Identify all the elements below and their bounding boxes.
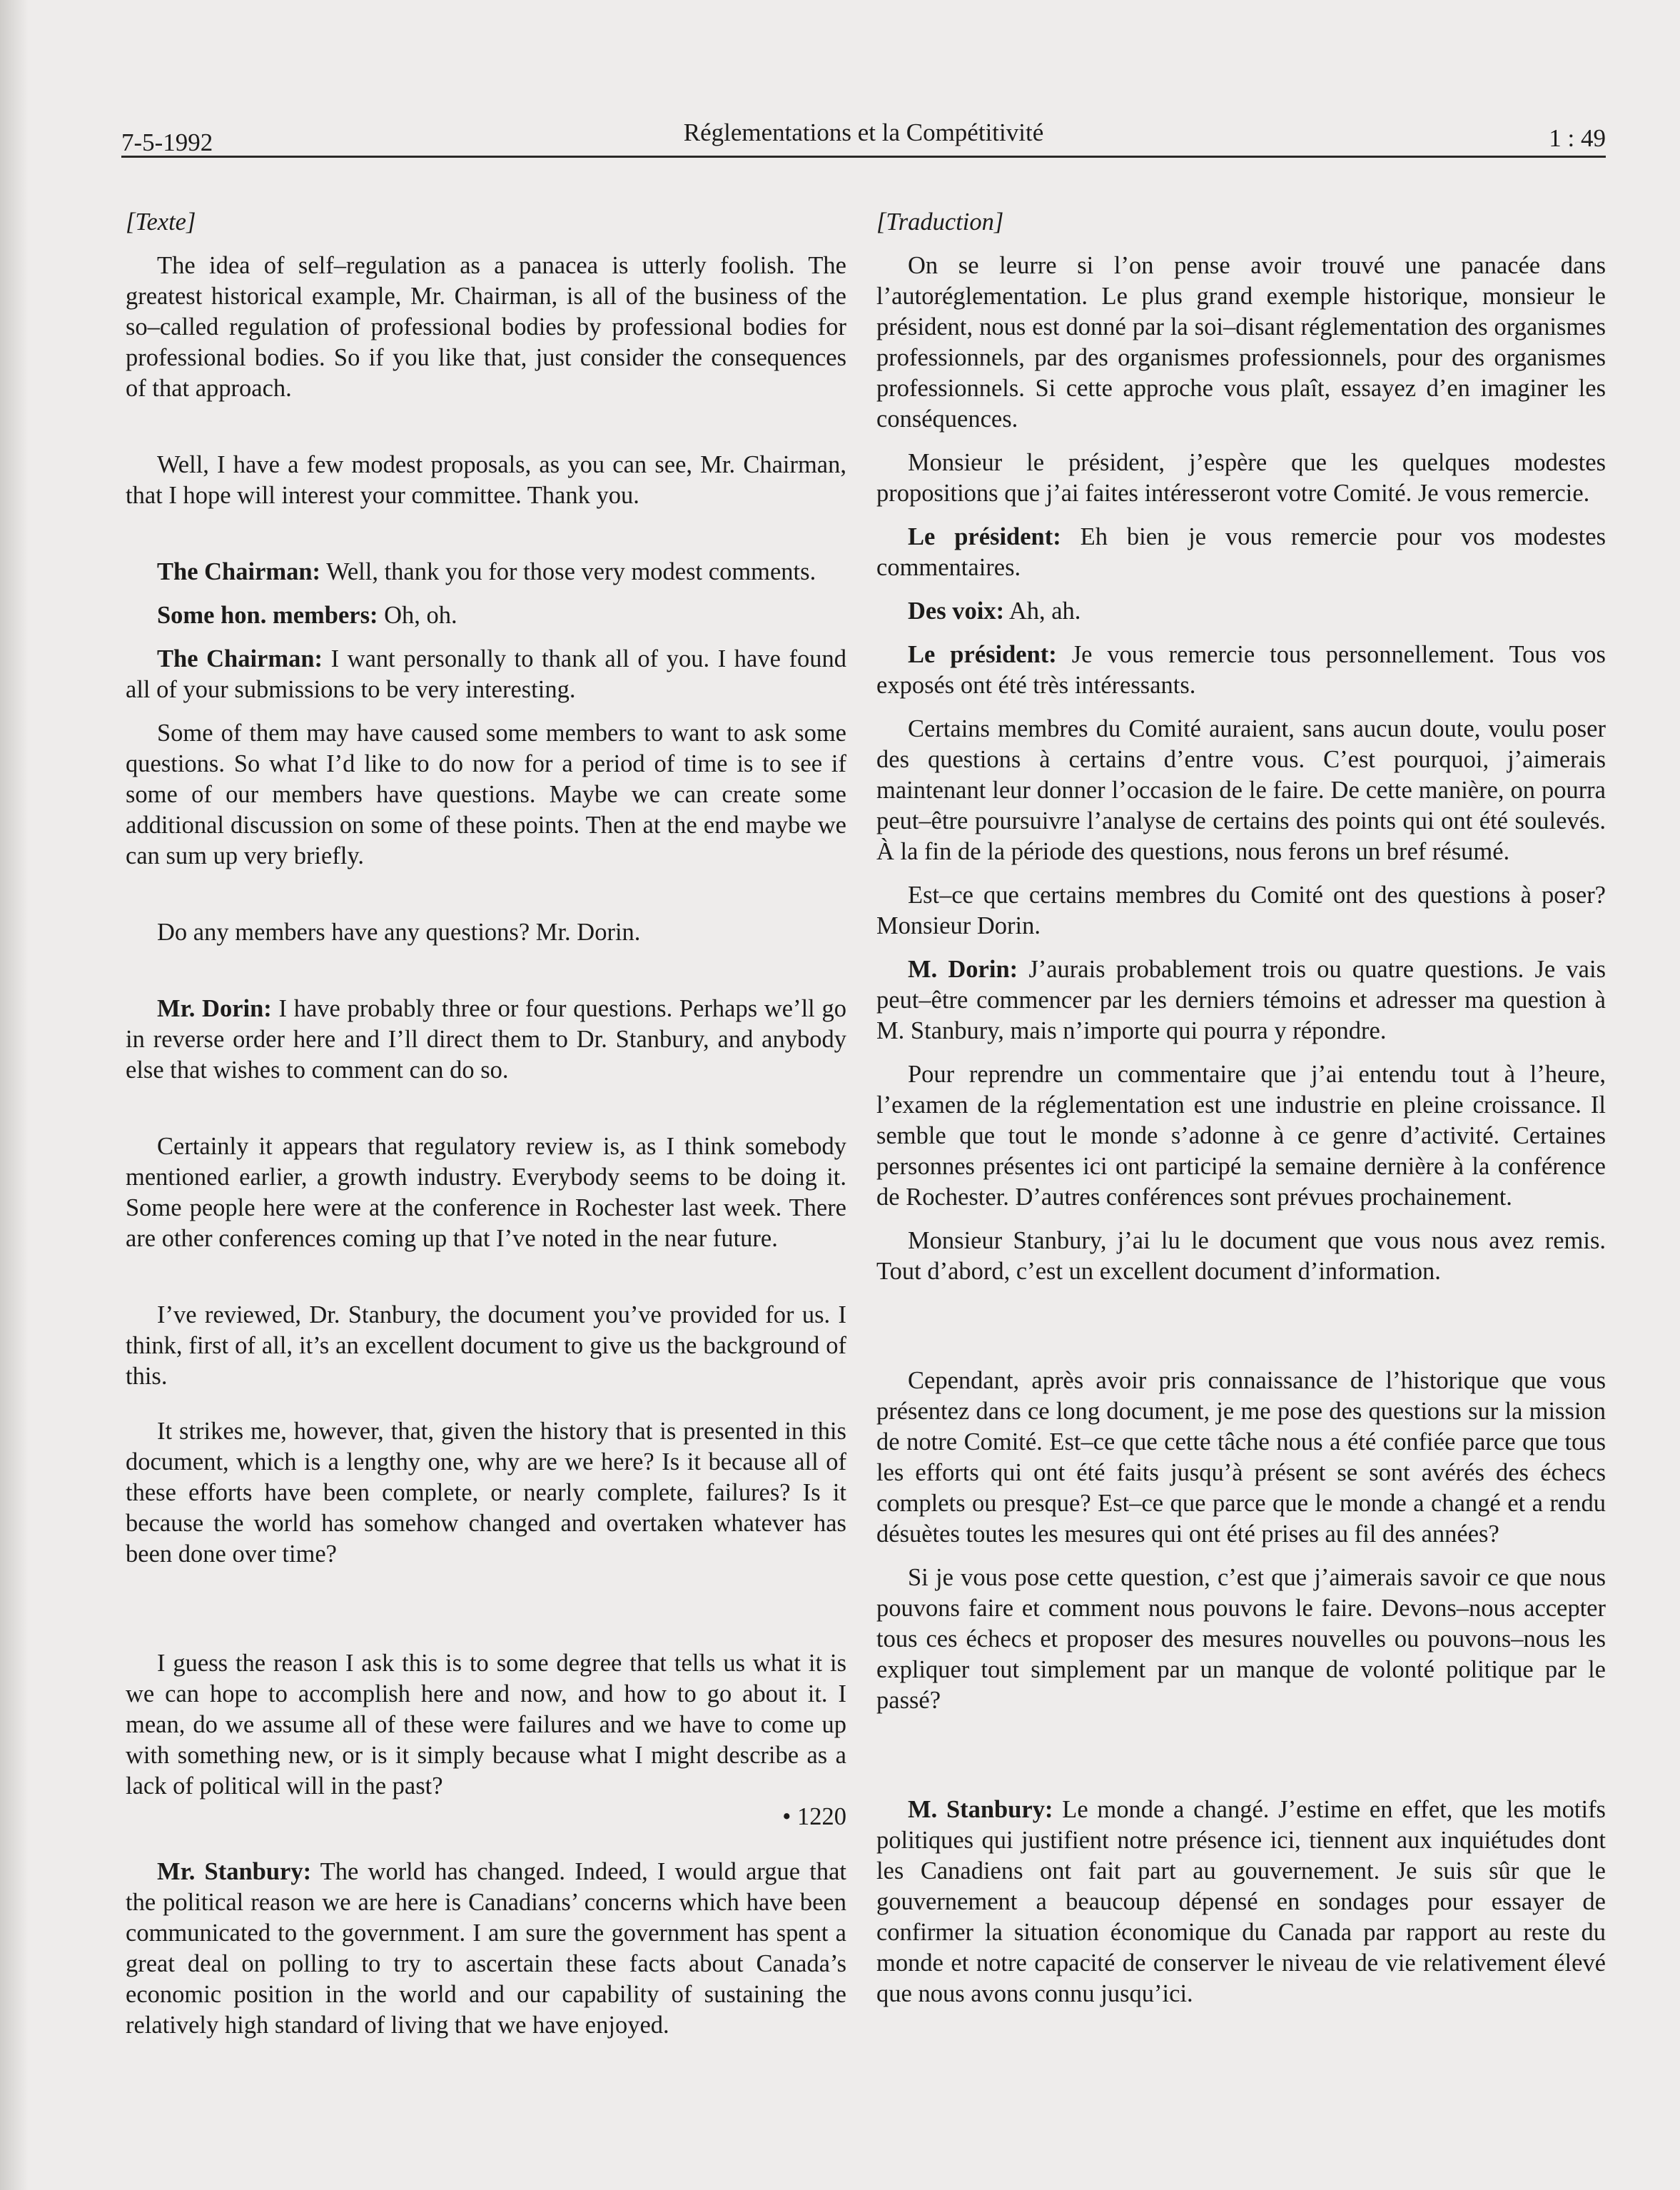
paragraph: Some of them may have caused some members to want to ask some questions. So what I’d like to do now for a period of time is to see if some of our members have questions. Maybe we can create some additional discussion on some of these points. Then at the end maybe we can sum up very briefly. bbox=[126, 720, 846, 869]
speaker-name: Mr. Stanbury: bbox=[157, 1858, 312, 1885]
paragraph: Si je vous pose cette question, c’est que j’aimerais savoir ce que nous pouvons faire et comment nous pouvons le faire. Devons–nous accepter tous ces échecs et proposer des mesures nouvelles ou pouvons–nous les expliquer tout simplement par un manque de volonté politique par le passé? bbox=[876, 1564, 1606, 1714]
speaker-name: M. Stanbury: bbox=[908, 1796, 1053, 1823]
paragraph: Est–ce que certains membres du Comité ont des questions à poser? Monsieur Dorin. bbox=[876, 882, 1606, 939]
speech-paragraph bbox=[126, 994, 846, 1086]
speaker-name: Le président: bbox=[908, 523, 1061, 550]
section-label: [Texte] bbox=[126, 208, 196, 236]
paragraph: I’ve reviewed, Dr. Stanbury, the document you’ve provided for us. I think, first of all, it’s an excellent document to give us the background of this. bbox=[126, 1301, 846, 1390]
speech-text: Well, thank you for those very modest comments. bbox=[320, 558, 816, 585]
time-marker: • 1220 bbox=[782, 1803, 846, 1830]
page-edge-shadow bbox=[0, 0, 29, 2190]
paragraph: Cependant, après avoir pris connaissance de l’historique que vous présentez dans ce long document, je me pose des questions sur la mission de notre Comité. Est–ce que cette tâche nous a été confiée parce que tous les efforts qui ont été faits jusqu’à présent se sont avérés des échecs complets ou presque? Est–ce que parce que le monde a changé et a rendu désuètes toutes les mesures qui ont été prises au fil des années? bbox=[876, 1367, 1606, 1548]
paragraph: Well, I have a few modest proposals, as you can see, Mr. Chairman, that I hope will interest your committee. Thank you. bbox=[126, 451, 846, 509]
english-column bbox=[126, 207, 846, 2041]
speech-text: Ah, ah. bbox=[1004, 597, 1081, 625]
speech-text: Eh bien je vous remercie pour vos modestes commentaires. bbox=[876, 523, 1606, 581]
speech-text: Oh, oh. bbox=[378, 602, 457, 629]
paragraph: It strikes me, however, that, given the history that is presented in this document, which is a lengthy one, why are we here? Is it because all of these efforts have been complete, or nearly complete, failures? Is it because the world has somehow changed and overtaken whatever has been done over time? bbox=[126, 1418, 846, 1568]
french-column bbox=[876, 207, 1606, 2009]
paragraph: Pour reprendre un commentaire que j’ai entendu tout à l’heure, l’examen de la réglementation est une industrie en pleine croissance. Il semble que tout le monde s’adonne à ce genre d’activité. Certaines personnes présentes ici ont participé la semaine dernière à la conférence de Rochester. D’autres conférences sont prévues prochainement. bbox=[876, 1061, 1606, 1211]
speech-paragraph bbox=[126, 600, 846, 631]
speech-text: I want personally to thank all of you. I have found all of your submissions to be very interesting. bbox=[126, 645, 846, 703]
paragraph: Monsieur Stanbury, j’ai lu le document que vous nous avez remis. Tout d’abord, c’est un excellent document d’information. bbox=[876, 1227, 1606, 1285]
speaker-name: Le président: bbox=[908, 641, 1057, 668]
page-header bbox=[121, 114, 1606, 157]
speaker-name: The Chairman: bbox=[157, 558, 321, 585]
speech-text: Le monde a changé. J’estime en effet, que les motifs politiques qui justifient notre présence ici, tiennent aux inquiétudes dont les Canadiens ont fait part au gouvernement. Je suis sûr que le gouvernement a beaucoup dépensé en sondages pour essayer de confirmer la situation économique du Canada par rapport au reste du monde et notre capacité de conserver le niveau de vie relativement élevé que nous avons connu jusqu’ici. bbox=[876, 1796, 1606, 2007]
paragraph: Certains membres du Comité auraient, sans aucun doute, voulu poser des questions à certains d’entre vous. C’est pourquoi, j’aimerais maintenant leur donner l’occasion de le faire. De cette manière, on pourra peut–être poursuivre l’analyse de certains des points qui ont été soulevés. À la fin de la période des questions, nous ferons un bref résumé. bbox=[876, 715, 1606, 865]
speech-paragraph bbox=[876, 596, 1606, 627]
speaker-name: The Chairman: bbox=[157, 645, 323, 672]
section-label: [Traduction] bbox=[876, 208, 1004, 236]
speech-text: I have probably three or four questions. Perhaps we’ll go in reverse order here and I’ll direct them to Dr. Stanbury, and anybody else that wishes to comment can do so. bbox=[126, 995, 846, 1084]
speech-paragraph bbox=[876, 1795, 1606, 2009]
speech-text: J’aurais probablement trois ou quatre questions. Je vais peut–être commencer par les derniers témoins et adresser ma question à M. Stanbury, mais n’importe qui pourra y répondre. bbox=[876, 956, 1606, 1044]
paragraph: Monsieur le président, j’espère que les quelques modestes propositions que j’ai faites intéresseront votre Comité. Je vous remercie. bbox=[876, 449, 1606, 507]
speech-paragraph bbox=[126, 557, 846, 587]
paragraph: The idea of self–regulation as a panacea is utterly foolish. The greatest historical example, Mr. Chairman, is all of the business of the so–called regulation of professional bodies by professional bodies for professional bodies. So if you like that, just consider the consequences of that approach. bbox=[126, 252, 846, 402]
speech-paragraph bbox=[876, 640, 1606, 701]
paragraph: Do any members have any questions? Mr. Dorin. bbox=[157, 919, 641, 946]
speech-paragraph bbox=[126, 644, 846, 705]
header-date: 7-5-1992 bbox=[121, 128, 213, 156]
speech-text: The world has changed. Indeed, I would argue that the political reason we are here is Canadians’ concerns which have been communicated to the government. I am sure the government has spent a great deal on polling to try to ascertain these facts about Canada’s economic position in the world and our capability of sustaining the relatively high standard of living that we have enjoyed. bbox=[126, 1858, 846, 2039]
speaker-name: Some hon. members: bbox=[157, 602, 378, 629]
paragraph: Certainly it appears that regulatory review is, as I think somebody mentioned earlier, a growth industry. Everybody seems to be doing it. Some people here were at the conference in Rochester last week. There are other conferences coming up that I’ve noted in the near future. bbox=[126, 1133, 846, 1252]
speech-paragraph bbox=[876, 954, 1606, 1046]
speech-paragraph bbox=[876, 522, 1606, 583]
speaker-name: Des voix: bbox=[908, 597, 1005, 625]
speaker-name: M. Dorin: bbox=[908, 956, 1018, 983]
header-title: Réglementations et la Compétitivité bbox=[683, 118, 1044, 146]
paragraph: I guess the reason I ask this is to some degree that tells us what it is we can hope to accomplish here and now, and how to go about it. I mean, do we assume all of these were failures and we have to come up with something new, or is it simply because what I might describe as a lack of political will in the past? bbox=[126, 1650, 846, 1800]
speaker-name: Mr. Dorin: bbox=[157, 995, 272, 1022]
speech-text: Je vous remercie tous personnellement. Tous vos exposés ont été très intéressants. bbox=[876, 641, 1606, 699]
header-rule bbox=[121, 156, 1606, 158]
header-page-number: 1 : 49 bbox=[1549, 124, 1606, 152]
speech-paragraph bbox=[126, 1857, 846, 2041]
paragraph: On se leurre si l’on pense avoir trouvé une panacée dans l’autoréglementation. Le plus grand exemple historique, monsieur le président, nous est donné par la soi–disant réglementation des organismes professionnels, par des organismes professionnels, pour des organismes professionnels. Si cette approche vous plaît, essayez d’en imaginer les conséquences. bbox=[876, 252, 1606, 433]
